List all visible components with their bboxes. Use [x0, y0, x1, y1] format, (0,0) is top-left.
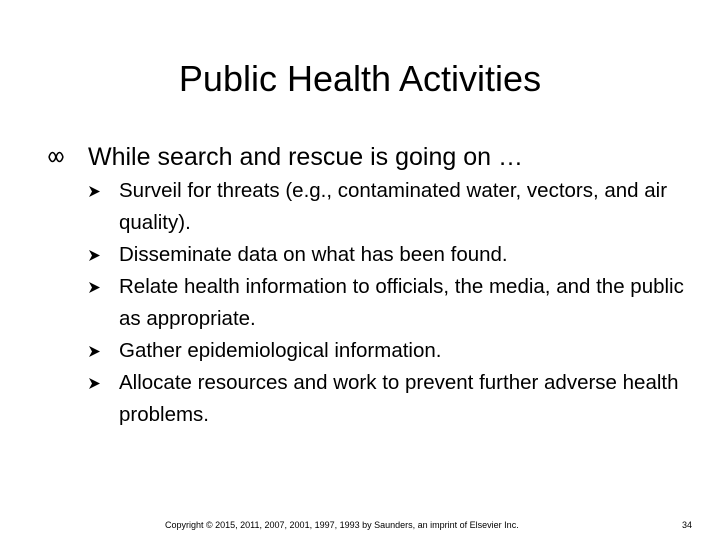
slide-title: Public Health Activities [178, 58, 542, 99]
list-item [88, 271, 688, 335]
list-item [88, 367, 688, 431]
copyright-footer: Copyright © 2015, 2011, 2007, 2001, 1997, 1993 by Saunders, an imprint of Elsevier Inc. [165, 520, 519, 530]
fancy-bullet-icon [46, 147, 66, 167]
list-item [88, 175, 688, 239]
list-item-text: Surveil for threats (e.g., contaminated water, vectors, and air quality). [119, 179, 668, 234]
arrow-bullet-icon [88, 281, 101, 294]
main-bullet [46, 141, 686, 173]
list-item-text: Relate health information to officials, the media, and the public as appropriate. [119, 275, 684, 330]
arrow-bullet-icon [88, 185, 101, 198]
list-item-text: Disseminate data on what has been found. [119, 243, 508, 266]
sub-bullet-list [88, 175, 688, 431]
main-bullet-text: While search and rescue is going on … [88, 143, 523, 171]
page-number: 34 [682, 520, 693, 530]
arrow-bullet-icon [88, 345, 101, 358]
arrow-bullet-icon [88, 377, 101, 390]
arrow-bullet-icon [88, 249, 101, 262]
list-item-text: Allocate resources and work to prevent further adverse health problems. [119, 371, 679, 426]
list-item [88, 335, 688, 367]
list-item-text: Gather epidemiological information. [119, 339, 442, 362]
list-item [88, 239, 688, 271]
